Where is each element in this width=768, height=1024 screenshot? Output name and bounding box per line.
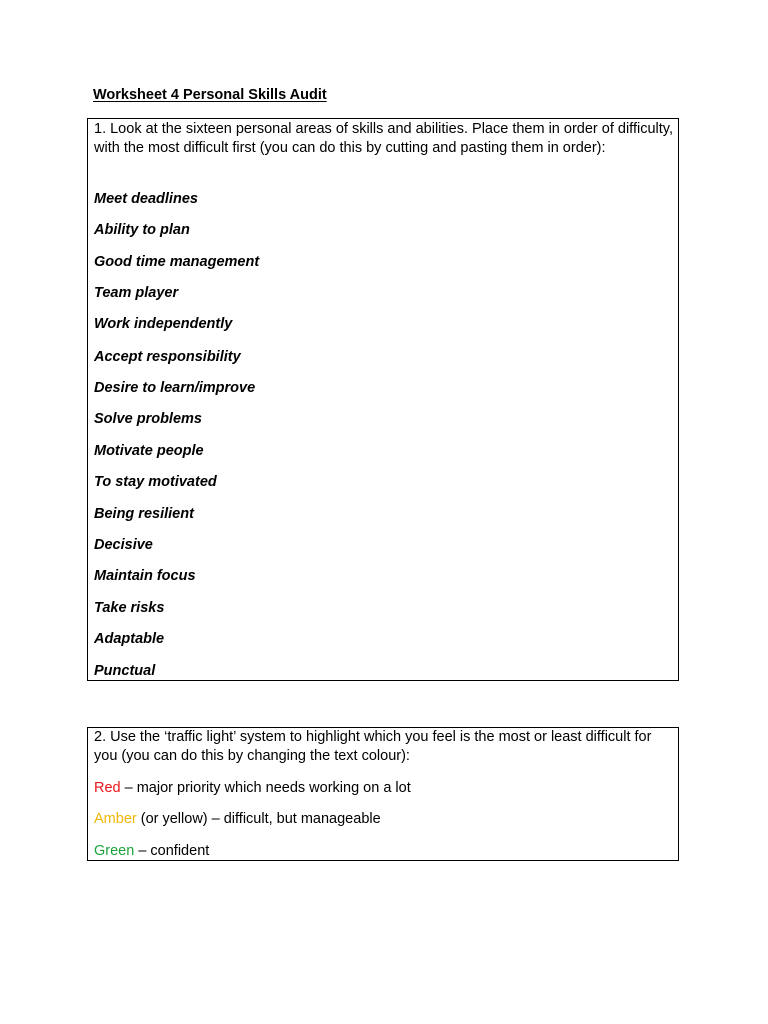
skill-item: Meet deadlines <box>94 191 198 207</box>
skill-item: Accept responsibility <box>94 349 241 365</box>
legend-amber-text: (or yellow) – difficult, but manageable <box>136 811 381 827</box>
traffic-light-box <box>87 727 679 861</box>
skill-item: Punctual <box>94 663 156 679</box>
worksheet-title: Worksheet 4 Personal Skills Audit <box>93 87 327 103</box>
skill-item: Team player <box>94 285 179 301</box>
skill-item: Work independently <box>94 316 233 332</box>
skill-item: Motivate people <box>94 443 204 459</box>
skill-item: Maintain focus <box>94 568 196 584</box>
skill-item: To stay motivated <box>94 474 217 490</box>
legend-red-text: – major priority which needs working on a lot <box>120 780 411 796</box>
legend-green <box>94 842 209 860</box>
legend-green-word: Green <box>94 843 135 859</box>
skill-item: Good time management <box>94 254 260 270</box>
legend-red-word: Red <box>94 780 121 796</box>
skill-item: Desire to learn/improve <box>94 380 256 396</box>
skill-item: Take risks <box>94 600 165 616</box>
skill-item: Decisive <box>94 537 153 553</box>
skill-item: Solve problems <box>94 411 202 427</box>
legend-red <box>94 779 411 797</box>
legend-amber <box>94 810 381 828</box>
skills-ordering-box <box>87 118 679 681</box>
section2-instruction: 2. Use the ‘traffic light’ system to highlight which you feel is the most or least difficult for you (you can do this by changing the text colour): <box>94 729 652 764</box>
skill-item: Ability to plan <box>94 222 190 238</box>
legend-amber-word: Amber <box>94 811 137 827</box>
skill-item: Adaptable <box>94 631 165 647</box>
section1-instruction: 1. Look at the sixteen personal areas of skills and abilities. Place them in order of difficulty, with the most difficult first (you can do this by cutting and pasting them in order): <box>94 121 673 156</box>
skill-item: Being resilient <box>94 506 194 522</box>
legend-green-text: – confident <box>134 843 210 859</box>
